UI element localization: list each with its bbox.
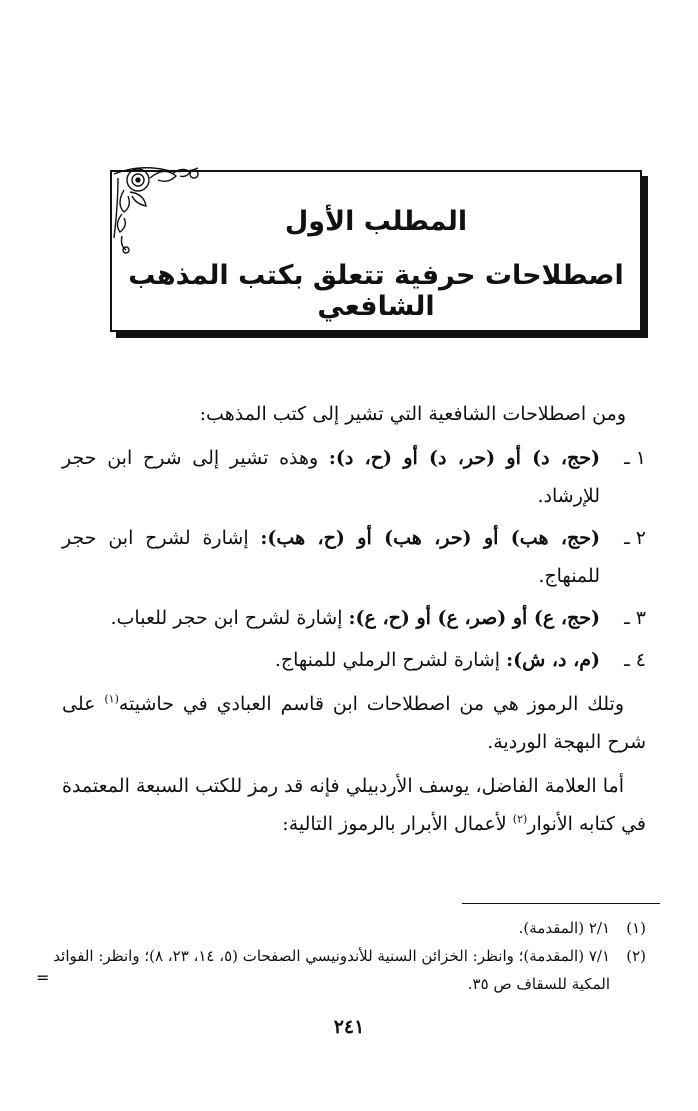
footnote-text: ٧/١ (المقدمة)؛ وانظر: الخزائن السنية للأندونيسي الصفحات (٥، ١٤، ٢٣، ٨)؛ وانظر: الفوائد المكية للسقاف ص ٣٥. — [53, 947, 610, 993]
item-text — [62, 641, 600, 679]
paragraph-text: لأعمال الأبرار بالرموز التالية: — [282, 813, 513, 835]
footnote-number: (٢) — [626, 947, 646, 965]
item-description: إشارة لشرح الرملي للمنهاج. — [274, 649, 507, 671]
item-number: ٣ ـ — [624, 607, 646, 629]
section-title: المطلب الأول — [284, 206, 468, 237]
item-codes: (حج، د) أو (حر، د) أو (ح، د): — [328, 447, 600, 469]
footnote-ref: (١) — [104, 692, 119, 706]
paragraph-ibn-qasim — [62, 685, 646, 761]
item-codes: (م، د، ش): — [506, 649, 600, 671]
footnotes — [40, 914, 646, 998]
item-number: ١ ـ — [624, 447, 646, 469]
item-number: ٢ ـ — [624, 527, 646, 549]
intro-line: ومن اصطلاحات الشافعية التي تشير إلى كتب المذهب: — [199, 403, 626, 425]
item-number: ٤ ـ — [624, 649, 646, 671]
list-item — [62, 439, 646, 515]
paragraph-text: وتلك الرموز هي من اصطلاحات ابن قاسم العبادي في حاشيته — [118, 693, 624, 715]
page-number: ٢٤١ — [333, 1016, 365, 1038]
footnote-text: ٢/١ (المقدمة). — [518, 919, 610, 937]
main-text — [62, 395, 646, 849]
list-item — [62, 641, 646, 679]
item-text — [62, 439, 600, 515]
item-codes: (حج، ع) أو (صر، ع) أو (ح، ع): — [348, 607, 600, 629]
item-description: وهذه تشير إلى شرح ابن حجر للإرشاد. — [62, 447, 600, 507]
item-description: إشارة لشرح ابن حجر للمنهاج. — [62, 527, 600, 587]
continuation-mark: = — [36, 968, 50, 987]
section-subtitle: اصطلاحات حرفية تتعلق بكتب المذهب الشافعي — [128, 260, 624, 322]
item-codes: (حج، هب) أو (حر، هب) أو (ح، هب): — [260, 527, 600, 549]
footnote-number: (١) — [626, 919, 646, 937]
section-title-box — [110, 170, 642, 332]
footnote — [40, 914, 646, 942]
item-text — [62, 519, 600, 595]
item-description: إشارة لشرح ابن حجر للعباب. — [110, 607, 349, 629]
footnote — [40, 942, 646, 998]
list-item — [62, 519, 646, 595]
paragraph-text: أما العلامة الفاضل، يوسف الأردبيلي فإنه قد رمز للكتب السبعة المعتمدة في كتابه الأنوار — [62, 775, 646, 835]
list-item — [62, 599, 646, 637]
footnote-ref: (٢) — [512, 812, 528, 826]
item-text — [62, 599, 600, 637]
footnote-divider — [462, 903, 660, 904]
paragraph-text: على شرح البهجة الوردية. — [62, 693, 646, 753]
paragraph-ardabili — [62, 767, 646, 843]
